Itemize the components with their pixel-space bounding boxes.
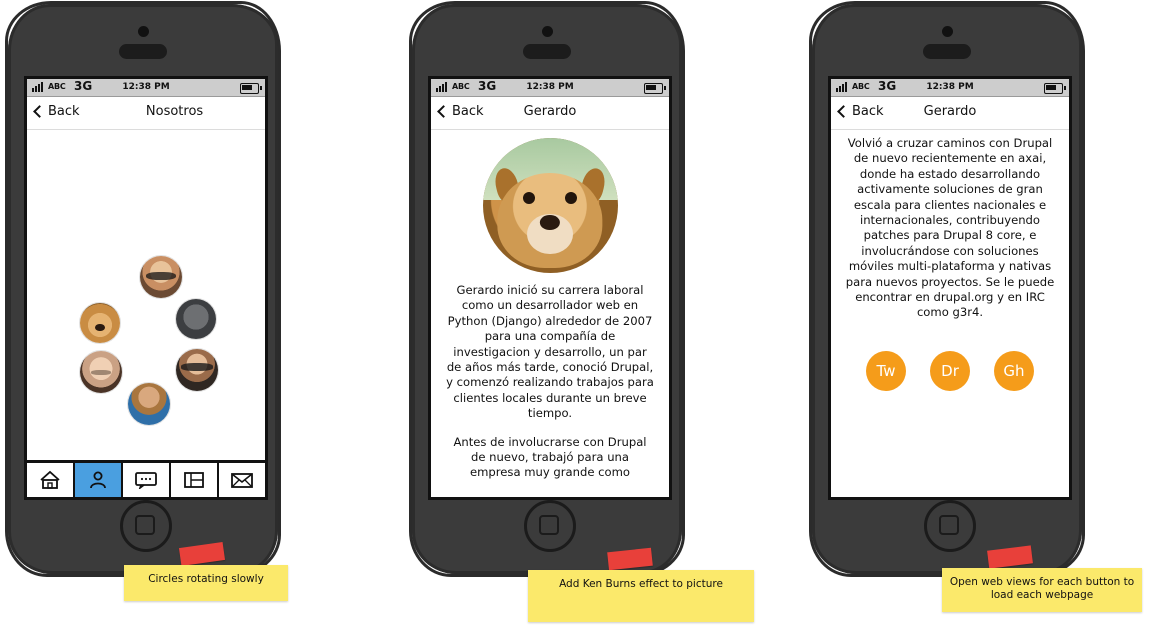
navigation-bar [27,97,265,130]
phone-mockup-2 [412,4,682,574]
profile-content [831,130,1069,497]
bio-paragraph: Volvió a cruzar caminos con Drupal de nuevo recientemente en axai, donde ha estado desarrollando activamente soluciones de gran escala para clientes nacionales e internacionales, contribuyendo patches para Drupal 8 core, e involucrándose con soluciones móviles multi-plataforma y nativas para nuevos proyectos. Se le puede encontrar en drupal.org y en IRC como g3r4. [845,136,1055,320]
clock-label: 12:38 PM [526,82,574,92]
social-buttons-row [831,351,1069,391]
clock-label: 12:38 PM [926,82,974,92]
profile-content [431,130,669,497]
earpiece-speaker [119,44,167,59]
chevron-left-icon [437,105,450,118]
camera-icon [942,26,953,37]
page-title: Nosotros [145,104,204,119]
back-button[interactable] [35,104,80,119]
network-type-label: 3G [478,79,497,93]
rotating-circles-group [27,130,265,497]
status-bar [831,79,1069,97]
tab-people[interactable] [75,463,123,497]
network-type-label: 3G [74,79,93,93]
battery-icon [644,83,663,94]
earpiece-speaker [523,44,571,59]
avatar-blue-shirt[interactable] [127,382,171,426]
phone-mockup-3 [812,4,1082,574]
phone-screen-2 [428,76,672,500]
annotation-note-2-text: Add Ken Burns effect to picture [559,578,723,590]
back-button-label: Back [452,104,484,119]
grid-layout-icon [183,471,205,489]
battery-icon [1044,83,1063,94]
earpiece-speaker [923,44,971,59]
home-button[interactable] [524,500,576,552]
annotation-note-3-text: Open web views for each button to load each webpage [949,576,1135,601]
status-bar [431,79,669,97]
annotation-note-2 [528,570,754,622]
back-button[interactable] [439,104,484,119]
page-title: Gerardo [923,104,977,119]
carrier-label: ABC [48,82,66,91]
home-button[interactable] [924,500,976,552]
status-bar [27,79,265,97]
clock-label: 12:38 PM [122,82,170,92]
chevron-left-icon [33,105,46,118]
signal-strength-icon [32,82,43,92]
annotation-note-3 [942,568,1142,612]
profile-photo [483,138,618,273]
avatar-beard[interactable] [175,348,219,392]
avatar-dark[interactable] [175,298,217,340]
avatar-dog[interactable] [79,302,121,344]
github-button[interactable]: Gh [994,351,1034,391]
avatar-image [176,349,218,391]
avatar-woman[interactable] [79,350,123,394]
signal-strength-icon [836,82,847,92]
carrier-label: ABC [852,82,870,91]
bio-paragraph: Gerardo inició su carrera laboral como un desarrollador web en Python (Django) alrededor de 2007 para una compañía de investigacion y desarrollo, un par de años más tarde, conoció Drupal, y comenzó realizando trabajos para clientes locales durante un breve tiempo. [446,283,654,421]
network-type-label: 3G [878,79,897,93]
chat-bubble-icon [134,471,158,489]
tab-bar [27,460,265,497]
camera-icon [542,26,553,37]
tab-chat[interactable] [123,463,171,497]
page-title: Gerardo [523,104,577,119]
avatar-image [80,303,120,343]
signal-strength-icon [436,82,447,92]
back-button[interactable] [839,104,884,119]
tab-home[interactable] [27,463,75,497]
avatar-image [128,383,170,425]
bio-paragraph: Antes de involucrarse con Drupal de nuevo, trabajó para una empresa muy grande como [453,434,647,480]
team-circles-content [27,130,265,497]
twitter-button[interactable]: Tw [866,351,906,391]
bio-text-block [831,130,1069,321]
back-button-label: Back [48,104,80,119]
tab-mail[interactable] [219,463,265,497]
avatar-glasses[interactable] [139,255,183,299]
bio-text-block [431,283,669,481]
avatar-image [176,299,216,339]
carrier-label: ABC [452,82,470,91]
envelope-icon [230,472,254,489]
camera-icon [138,26,149,37]
home-button-square-icon [135,515,155,535]
navigation-bar [431,97,669,130]
phone-screen-3 [828,76,1072,500]
annotation-note-1-text: Circles rotating slowly [148,573,264,585]
home-icon [39,470,61,490]
battery-icon [240,83,259,94]
tab-layout[interactable] [171,463,219,497]
person-icon [88,470,108,490]
navigation-bar [831,97,1069,130]
phone-screen-1 [24,76,268,500]
home-button-square-icon [539,515,559,535]
photo-detail [540,215,560,230]
back-button-label: Back [852,104,884,119]
chevron-left-icon [837,105,850,118]
drupal-button[interactable]: Dr [930,351,970,391]
avatar-image [140,256,182,298]
home-button[interactable] [120,500,172,552]
avatar-image [80,351,122,393]
home-button-square-icon [939,515,959,535]
annotation-note-1 [124,565,288,601]
phone-mockup-1 [8,4,278,574]
